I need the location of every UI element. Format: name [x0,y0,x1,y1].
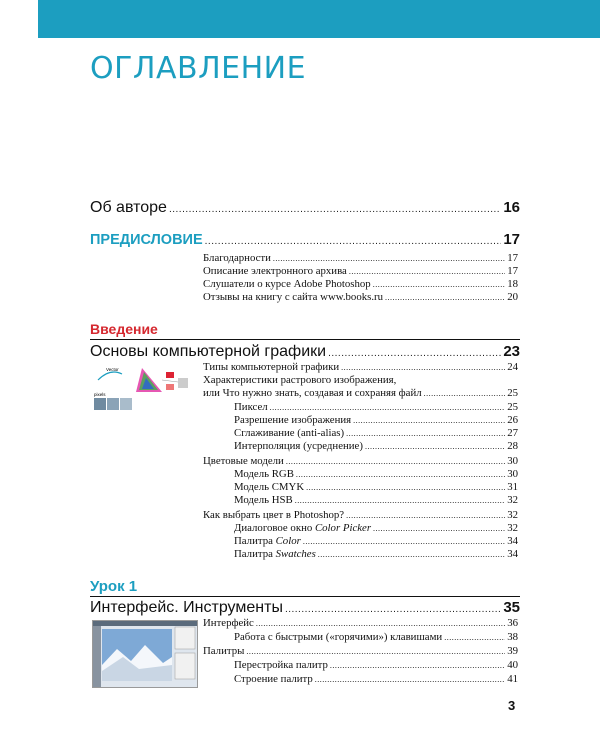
toc-entry[interactable]: Работа с быстрыми («горячими») клавишами ..... 38 [234,631,518,644]
toc-entry[interactable]: Интерфейс ..... 36 [203,617,518,630]
toc-entry[interactable]: Палитра Color ..... 34 [234,535,518,548]
thumb-label-vector: Vector [106,367,119,372]
toc-label: Интерфейс. Инструменты [90,599,283,616]
page-number: 3 [508,698,516,713]
toc-entry[interactable]: Пиксел ..... 25 [234,401,518,414]
toc-entry[interactable]: Характеристики растрового изображения, [203,374,397,386]
toc-page: 23 [503,343,520,360]
toc-entry[interactable]: Слушатели о курсе Adobe Photoshop ..... 18 [203,278,518,291]
toc-page: 16 [503,199,520,216]
toc-label: ПРЕДИСЛОВИЕ [90,232,203,248]
toc-entry[interactable]: Благодарности ..... 17 [203,252,518,265]
toc-entry-about[interactable] [90,198,520,220]
toc-label: Об авторе [90,199,167,216]
section-kicker-intro: Введение [90,321,158,337]
lesson1-thumbnail [92,620,198,688]
toc-entry[interactable]: Модель HSB ..... 32 [234,494,518,507]
toc-entry[interactable]: Интерполяция (усреднение) ..... 28 [234,440,518,453]
toc-entry[interactable]: или Что нужно знать, создавая и сохраняя файл ..... 25 [203,387,518,400]
section-kicker-lesson1: Урок 1 [90,578,138,595]
toc-page: 17 [503,231,520,248]
toc-entry[interactable]: Модель RGB ..... 30 [234,468,518,481]
toc-entry[interactable]: Палитры ..... 39 [203,645,518,658]
divider [90,596,520,597]
toc-entry[interactable]: Разрешение изображения ..... 26 [234,414,518,427]
toc-entry[interactable]: Палитра Swatches ..... 34 [234,548,518,561]
toc-entry[interactable]: Цветовые модели ..... 30 [203,455,518,468]
toc-entry[interactable]: Перестройка палитр ..... 40 [234,659,518,672]
toc-entry[interactable]: Строение палитр ..... 41 [234,673,518,686]
toc-entry[interactable]: Модель CMYK ..... 31 [234,481,518,494]
thumb-label-pixels: pixels [94,392,106,397]
toc-entry[interactable]: Типы компьютерной графики ..... 24 [203,361,518,374]
toc-entry[interactable]: Сглаживание (anti-alias) ..... 27 [234,427,518,440]
toc-entry[interactable]: Диалоговое окно Color Picker ..... 32 [234,522,518,535]
divider [90,339,520,340]
header-bar [38,0,600,38]
toc-entry[interactable]: Отзывы на книгу с сайта www.books.ru ..... 20 [203,291,518,304]
toc-page: 35 [503,599,520,616]
intro-thumbnail [92,362,196,414]
toc-entry[interactable]: Как выбрать цвет в Photoshop? ..... 32 [203,509,518,522]
toc-entry-preface[interactable] [90,231,520,251]
toc-entry[interactable]: Описание электронного архива ..... 17 [203,265,518,278]
toc-label: Основы компьютерной графики [90,343,327,360]
page-title: ОГЛАВЛЕНИЕ [90,51,307,86]
